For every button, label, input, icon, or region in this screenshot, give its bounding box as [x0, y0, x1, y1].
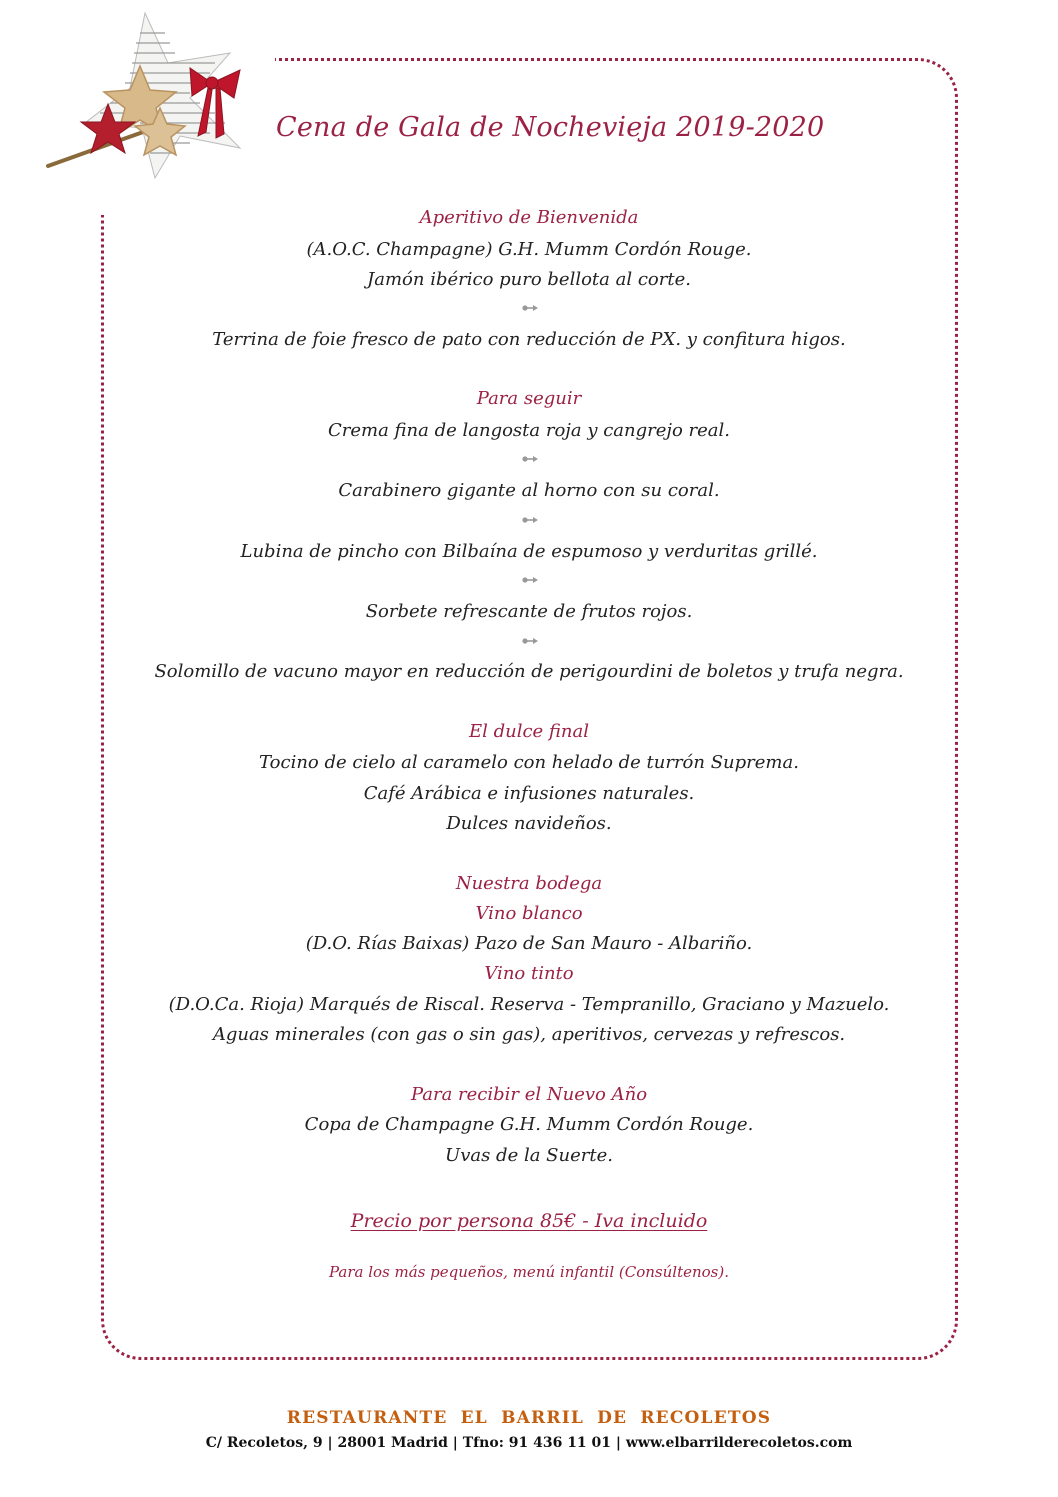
separator-arrow-icon: [521, 516, 539, 524]
separator-arrow-icon: [521, 304, 539, 312]
page-title: Cena de Gala de Nochevieja 2019-2020: [276, 112, 825, 143]
subheading-vino-tinto: Vino tinto: [484, 963, 574, 984]
menu-item: Terrina de foie fresco de pato con reducción de PX. y confitura higos.: [212, 329, 846, 350]
menu-item: (A.O.C. Champagne) G.H. Mumm Cordón Rouge.: [306, 239, 752, 260]
kids-menu-note: Para los más pequeños, menú infantil (Consúltenos).: [329, 1263, 729, 1281]
menu-item: (D.O.Ca. Rioja) Marqués de Riscal. Reserva - Tempranillo, Graciano y Mazuelo.: [168, 994, 890, 1015]
section-heading-aperitivo: Aperitivo de Bienvenida: [419, 207, 639, 228]
menu-item: Copa de Champagne G.H. Mumm Cordón Rouge.: [304, 1114, 754, 1135]
christmas-stars-ornament-icon: [40, 8, 280, 198]
menu-item: Crema fina de langosta roja y cangrejo real.: [327, 420, 731, 441]
menu-item: Tocino de cielo al caramelo con helado de turrón Suprema.: [259, 752, 799, 773]
subheading-vino-blanco: Vino blanco: [475, 903, 583, 924]
section-heading-nuevo-ano: Para recibir el Nuevo Año: [410, 1084, 648, 1105]
menu-item: Solomillo de vacuno mayor en reducción de perigourdini de boletos y trufa negra.: [154, 661, 904, 682]
menu-item: Lubina de pincho con Bilbaína de espumoso y verduritas grillé.: [240, 541, 818, 562]
menu-item: (D.O. Rías Baixas) Pazo de San Mauro - Albariño.: [305, 933, 753, 954]
menu-item: Sorbete refrescante de frutos rojos.: [365, 601, 693, 622]
menu-item: Dulces navideños.: [446, 813, 612, 834]
menu-item: Café Arábica e infusiones naturales.: [363, 783, 695, 804]
menu-item: Carabinero gigante al horno con su coral.: [338, 480, 720, 501]
menu-item: Uvas de la Suerte.: [445, 1145, 613, 1166]
menu-item: Aguas minerales (con gas o sin gas), aperitivos, cervezas y refrescos.: [212, 1024, 846, 1045]
price-line: Precio por persona 85€ - Iva incluido: [350, 1210, 708, 1232]
restaurant-name: RESTAURANTE EL BARRIL DE RECOLETOS: [286, 1408, 772, 1428]
separator-arrow-icon: [521, 455, 539, 463]
separator-arrow-icon: [521, 637, 539, 645]
restaurant-address: C/ Recoletos, 9 | 28001 Madrid | Tfno: 91 436 11 01 | www.elbarrilderecoletos.com: [205, 1435, 853, 1451]
section-heading-seguir: Para seguir: [476, 388, 582, 409]
separator-arrow-icon: [521, 576, 539, 584]
section-heading-bodega: Nuestra bodega: [455, 873, 603, 894]
menu-item: Jamón ibérico puro bellota al corte.: [367, 269, 691, 290]
section-heading-dulce: El dulce final: [468, 721, 590, 742]
